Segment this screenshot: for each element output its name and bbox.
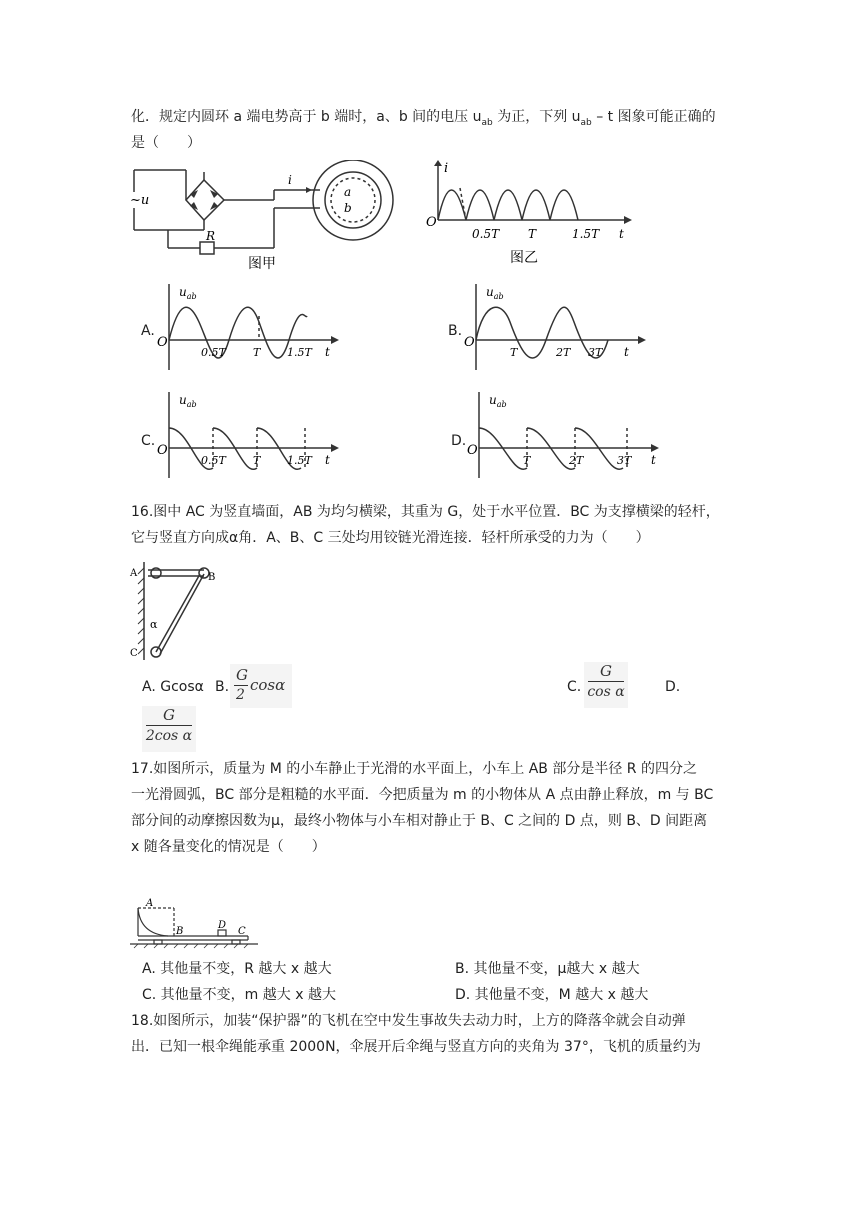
q18-line2: 出．已知一根伞绳能承重 2000N，伞展开后伞绳与竖直方向的夹角为 37°，飞机的质量约为	[131, 1039, 701, 1055]
ring-b-label: b	[344, 201, 352, 215]
q17-line4: x 随各量变化的情况是（ ）	[131, 839, 326, 855]
cart-figure	[128, 890, 268, 950]
svg-text:C: C	[238, 926, 246, 937]
svg-text:T: T	[510, 346, 518, 359]
svg-text:0.5T: 0.5T	[201, 454, 226, 467]
circuit-figure	[128, 160, 398, 276]
q15-line1: 化．规定内圆环 a 端电势高于 b 端时，a、b 间的电压 $u_{ab}$ 为正，下列 $u_{ab}$ – t 图象可能正确的	[131, 109, 716, 128]
option-d-graph	[465, 388, 665, 484]
q15-line2: 是（ ）	[131, 135, 201, 151]
current-label: i	[288, 173, 292, 187]
tick-15T: 1.5T	[572, 227, 600, 241]
svg-text:O: O	[467, 443, 478, 458]
svg-text:t: t	[624, 345, 629, 359]
q15-option-b[interactable]: B.	[448, 323, 463, 339]
q15-option-c[interactable]: C.	[141, 433, 156, 449]
q18-line1: 18.如图所示，加装“保护器”的飞机在空中发生事故失去动力时，上方的降落伞就会自动弹	[131, 1013, 686, 1029]
q17-line1: 17.如图所示，质量为 M 的小车静止于光滑的水平面上，小车上 AB 部分是半径 R 的四分之	[131, 761, 697, 777]
svg-text:0.5T: 0.5T	[201, 346, 226, 359]
option-d-formula: G 2cos α	[142, 706, 196, 752]
svg-text:uab: $u_{ab}$	[489, 393, 507, 409]
r0-label: R	[206, 229, 216, 243]
option-a-graph	[155, 280, 345, 376]
option-c-graph	[155, 388, 345, 484]
svg-text:t: t	[325, 453, 330, 467]
svg-text:O: O	[464, 335, 475, 350]
svg-text:3T: 3T	[617, 454, 632, 467]
q16-line2: 它与竖直方向成α角．A、B、C 三处均用铰链光滑连接．轻杆所承受的力为（ ）	[131, 530, 650, 546]
fig-yi-caption: 图乙	[510, 250, 538, 266]
q17-line2: 一光滑圆弧，BC 部分是粗糙的水平面．今把质量为 m 的小物体从 A 点由静止释放，m 与 BC	[131, 787, 714, 803]
origin-label: O	[426, 215, 437, 230]
t-axis-label: t	[619, 227, 624, 241]
q17-option-c[interactable]: C. 其他量不变，m 越大 x 越大	[142, 987, 336, 1003]
q16-line1: 16.图中 AC 为竖直墙面，AB 为均匀横梁，其重为 G，处于水平位置．BC 为支撑横梁的轻杆，	[131, 504, 720, 520]
option-b-graph	[462, 280, 652, 376]
option-c-formula: G cos α	[584, 662, 628, 708]
svg-text:B: B	[176, 926, 184, 937]
svg-text:uab: $u_{ab}$	[486, 285, 504, 301]
svg-text:T: T	[523, 454, 531, 467]
svg-text:t: t	[325, 345, 330, 359]
svg-text:T: T	[253, 454, 261, 467]
q17-option-d[interactable]: D. 其他量不变，M 越大 x 越大	[455, 987, 649, 1003]
option-b-formula: G 2 cosα	[230, 664, 292, 708]
q17-option-b[interactable]: B. 其他量不变，μ越大 x 越大	[455, 961, 640, 977]
svg-text:uab: $u_{ab}$	[179, 285, 197, 301]
fig-jia-caption: 图甲	[248, 256, 276, 272]
svg-text:D: D	[218, 920, 227, 931]
q15-option-a[interactable]: A.	[141, 323, 155, 339]
svg-text:2T: 2T	[556, 346, 571, 359]
current-graph	[424, 160, 634, 266]
svg-text:1.5T: 1.5T	[287, 454, 312, 467]
q16-option-c[interactable]: C.	[567, 679, 582, 695]
source-label: ~u	[130, 193, 150, 208]
svg-text:B: B	[208, 572, 216, 583]
svg-text:C: C	[130, 648, 138, 659]
q16-option-b[interactable]: B.	[215, 679, 230, 695]
svg-text:1.5T: 1.5T	[287, 346, 312, 359]
q15-option-d[interactable]: D.	[451, 433, 467, 449]
tick-05T: 0.5T	[472, 227, 500, 241]
q16-option-d[interactable]: D.	[665, 679, 681, 695]
svg-text:A: A	[130, 568, 138, 579]
svg-text:A: A	[146, 898, 154, 909]
svg-text:uab: $u_{ab}$	[179, 393, 197, 409]
svg-text:3T: 3T	[588, 346, 603, 359]
q17-line3: 部分间的动摩擦因数为μ，最终小物体与小车相对静止于 B、C 之间的 D 点，则 B、D 间距离	[131, 813, 708, 829]
svg-text:α: α	[150, 618, 158, 631]
beam-figure	[128, 560, 228, 664]
svg-text:T: T	[253, 346, 261, 359]
ring-a-label: a	[344, 185, 352, 199]
q16-option-a[interactable]: A. Gcosα	[142, 679, 204, 695]
svg-text:O: O	[157, 335, 168, 350]
svg-text:t: t	[651, 453, 656, 467]
i-axis-label: i	[444, 161, 449, 176]
svg-text:O: O	[157, 443, 168, 458]
q17-option-a[interactable]: A. 其他量不变，R 越大 x 越大	[142, 961, 332, 977]
tick-T: T	[528, 227, 537, 241]
svg-text:2T: 2T	[569, 454, 584, 467]
